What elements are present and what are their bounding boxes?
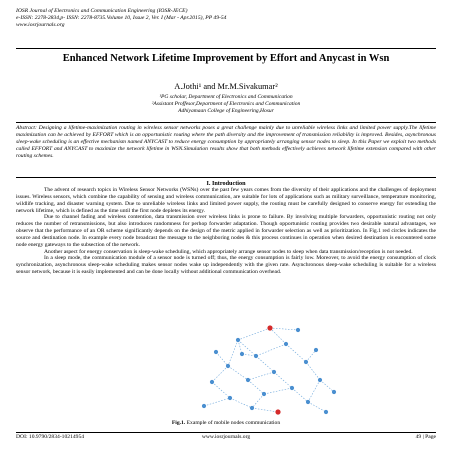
sensor-node [240, 352, 244, 356]
network-link [308, 380, 320, 402]
abstract-divider-top [16, 122, 436, 123]
network-link [306, 350, 316, 362]
sensor-node [318, 378, 322, 382]
network-link [230, 398, 252, 408]
paragraph: Another aspect for energy conservation is sleep-wake scheduling, which appropriately arrange sensor nodes to sleep when data transmission/reception is not needed. [44, 248, 413, 255]
figure-caption [16, 420, 436, 427]
body-text [16, 187, 436, 276]
network-link [308, 402, 326, 412]
network-link [212, 382, 230, 398]
sensor-node [272, 370, 276, 374]
journal-header [16, 8, 436, 29]
sensor-node [214, 350, 218, 354]
network-link [238, 340, 242, 354]
page-footer [16, 434, 436, 442]
network-link [248, 380, 264, 394]
network-link [270, 328, 298, 330]
network-link [204, 398, 230, 406]
network-link [252, 408, 278, 412]
header-divider [16, 48, 436, 49]
sensor-node [202, 404, 206, 408]
affiliation-line: ¹PG scholar, Department of Electronics and Communication [159, 94, 293, 100]
sensor-node [296, 328, 300, 332]
endpoint-node [267, 325, 272, 330]
sensor-node [290, 386, 294, 390]
caption-text: Example of mobile nodes communication [185, 420, 281, 426]
sensor-node [284, 342, 288, 346]
network-link [256, 356, 274, 372]
footer-page-number: 49 | Page [415, 434, 436, 440]
network-link [228, 366, 248, 380]
network-link [306, 362, 320, 380]
network-diagram [16, 322, 436, 418]
network-link [264, 388, 292, 394]
network-link [212, 366, 228, 382]
network-link [252, 394, 264, 408]
sensor-node [304, 360, 308, 364]
paragraph: In a sleep mode, the communication module of a sensor node is turned off; thus, the energy consumption is fairly low. Moreover, to avoid the energy consumption of clock synchronization, asynchronous sleep-wake scheduling makes sensor nodes wake up independently with the given rate. Asynchronous sleep-wake scheduling is suitable for a wireless sensor network, because it is easily implemented and can be done locally without additional communication overhead. [16, 255, 436, 276]
affiliation-line: ²Assistant Proffesor,Department of Electronics and Communication [151, 101, 301, 107]
journal-issn-volume: e-ISSN: 2278-2834,p- ISSN: 2278-8735.Volume 10, Issue 2, Ver. I (Mar - Apr.2015), PP 49-54 [16, 15, 227, 21]
network-figure [16, 322, 436, 418]
network-link [274, 372, 292, 388]
sensor-node [262, 392, 266, 396]
endpoint-node [275, 409, 280, 414]
sensor-node [250, 406, 254, 410]
sensor-node [210, 380, 214, 384]
paper-title: Enhanced Network Lifetime Improvement by Effort and Anycast in Wsn [62, 53, 390, 64]
sensor-node [228, 396, 232, 400]
paragraph: Due to channel fading and wireless contention, data transmission over wireless links is prone to failure. By involving multiple forwarders, opportunistic routing not only reduces the number of retransmissions, but also introduces randomness for perhop forwarder adaptation. Though opportunistic routing provides two desirable natural advantages, we observe that the performance of an OR scheme significantly depends on the design of the metric applied in forwarder selection as well as prioritization. In Fig.1 red circles indicates the source and destination node. In example every node broadcast the message to the neighboring nodes & this process continues in operation when desired destination is encountered some node energy gateways to the subsection of the network. [16, 214, 436, 248]
network-link [216, 352, 228, 366]
network-link [292, 388, 308, 402]
paragraph: The advent of research topics in Wireless Sensor Networks (WSNs) over the past few years comes from the diversity of their applications and the challenges of deployment issues. Wireless sensors, which combine the capability of sensing and wireless communication, are suitable for lots of applications such as military surveillance, temperature monitoring, wildlife tracking, and disaster warning system. Due to unreliable wireless links and limited power supply, the routing must be carefully designed to conserve energy for extending the network lifetime, which is defined as the time until the first node depletes its energy. [16, 187, 436, 214]
author-line: A.Jothi¹ and Mr.M.Sivakumar² [174, 82, 278, 91]
network-link [286, 344, 306, 362]
sensor-node [324, 410, 328, 414]
abstract-text: Abstract: Designing a lifetime-maximization routing in wireless sensor networks poses a great challenge mainly due to unreliable wireless links and limited power supply.The lifetime maximization can be achieved by EFFORT which is an opportunistic routing where the path diversity and the improvement of transmission reliability is improved. Besides, asynchronous sleep-wake scheduling is an effective mechanism named ANYCAST to reduce energy consumption by appropriately arranging sensor nodes to sleep. In this Paper we exploit two methods called EFFORT and ANYCAST to maximize the network lifetime in WSN.Simulation results show that both methods effectively achieves network lifetime extension compared with other routing schemes. [16, 125, 436, 159]
sensor-node [246, 378, 250, 382]
sensor-node [314, 348, 318, 352]
footer-website: www.iosrjournals.org [201, 434, 251, 440]
sensor-node [226, 364, 230, 368]
sensor-node [254, 354, 258, 358]
affiliations [28, 94, 424, 115]
network-link [238, 328, 270, 340]
network-link [270, 328, 286, 344]
journal-name: IOSR Journal of Electronics and Communication Engineering (IOSR-JECE) [16, 8, 188, 14]
section-heading: I. Introduction [206, 180, 246, 187]
sensor-node [236, 338, 240, 342]
footer-doi: DOI: 10.9790/2834-10214954 [16, 434, 85, 440]
footer-divider [16, 432, 436, 433]
network-link [320, 380, 334, 392]
sensor-node [306, 400, 310, 404]
network-link [256, 344, 286, 356]
network-link [228, 340, 238, 366]
journal-website: www.iosrjournals.org [16, 22, 65, 28]
abstract-divider-bottom [16, 177, 436, 178]
sensor-node [332, 390, 336, 394]
caption-label: Fig.1. [171, 420, 186, 426]
network-link [248, 372, 274, 380]
affiliation-line: Adhiyamaan College of Engineering,Hosur [178, 108, 274, 114]
